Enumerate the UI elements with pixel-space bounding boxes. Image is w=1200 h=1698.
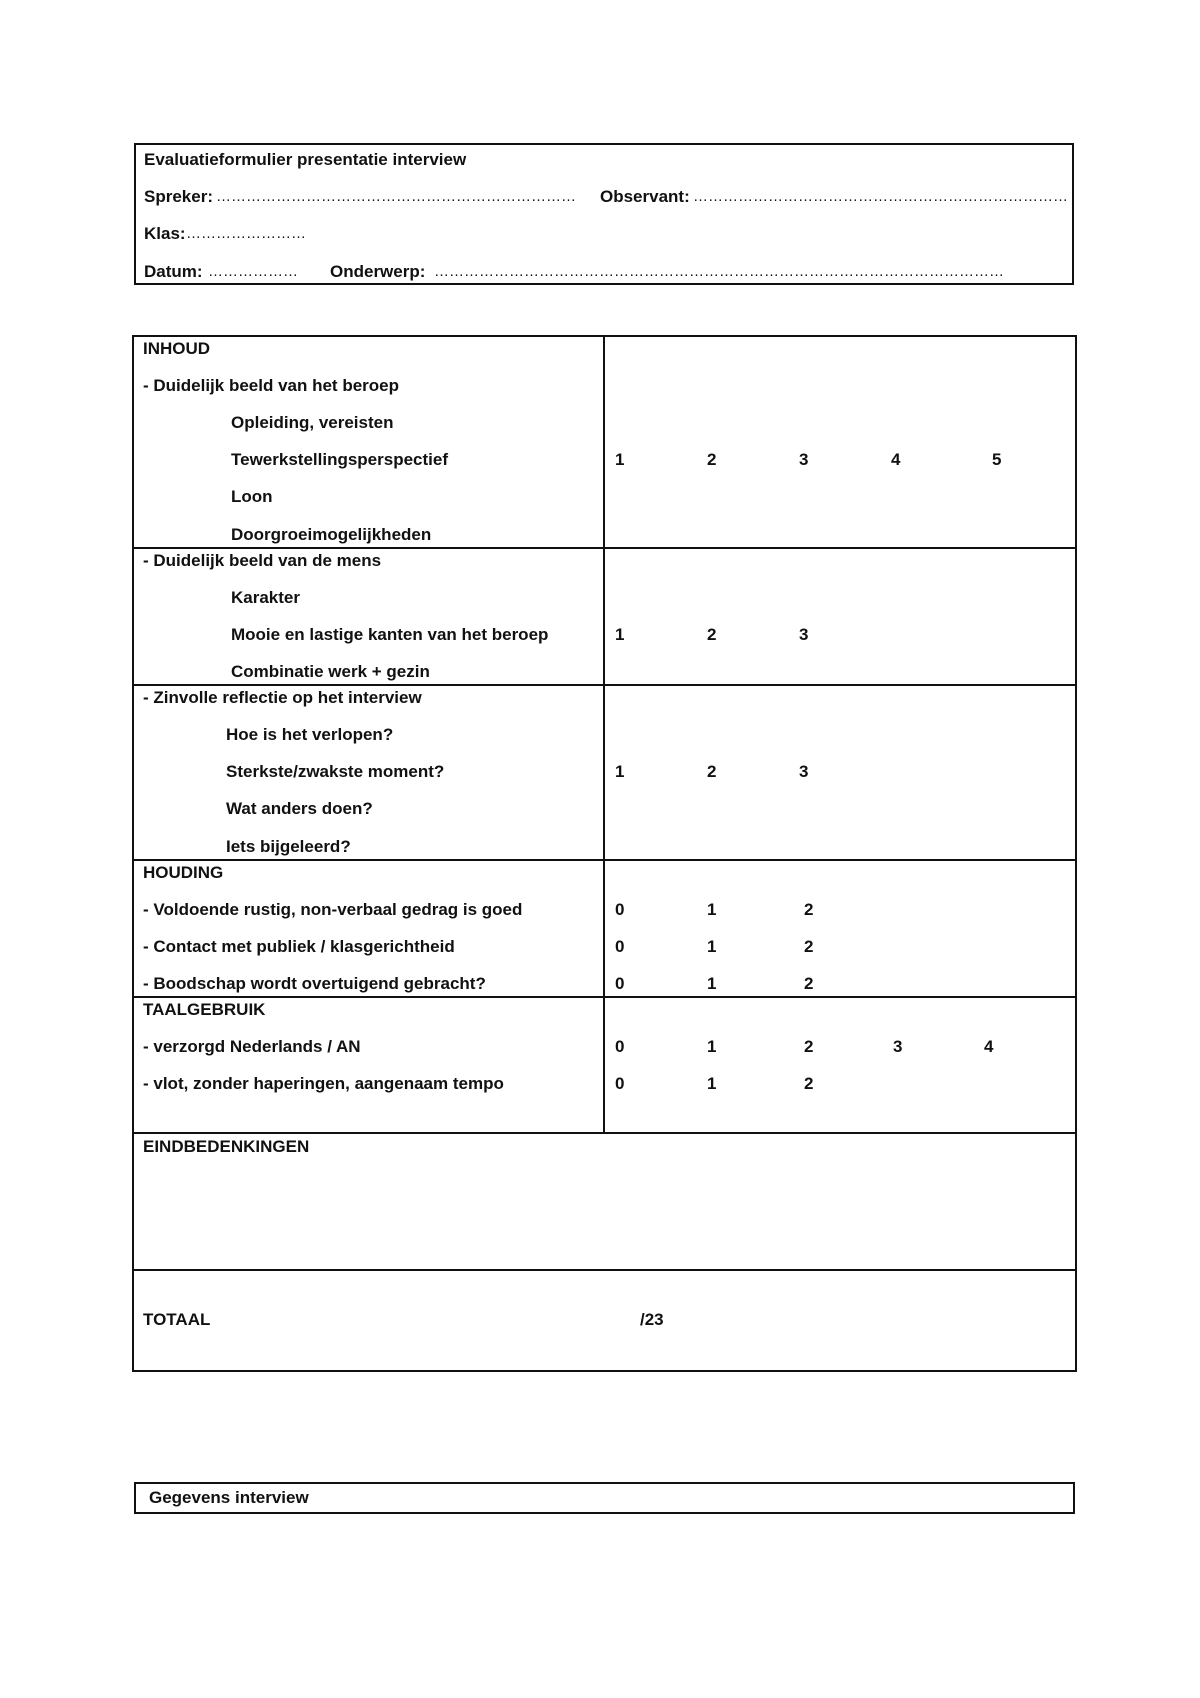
criterion-reflectie: - Zinvolle reflectie op het interview [143,688,422,707]
criterion-row: - vlot, zonder haperingen, aangenaam tempo [143,1074,504,1093]
score-option[interactable]: 2 [804,937,814,956]
score-option[interactable]: 2 [804,900,814,919]
score-option[interactable]: 0 [615,1037,625,1056]
spreker-field[interactable]: ……………………………………………………………… [216,188,576,205]
row-divider [132,1269,1077,1271]
onderwerp-field[interactable]: …………………………………………………………………………………………………… [434,263,1004,280]
score-option[interactable]: 1 [707,1037,717,1056]
score-option[interactable]: 0 [615,1074,625,1093]
table-border-bottom [132,1370,1077,1372]
totaal-score[interactable]: /23 [640,1310,664,1329]
subitem: Tewerkstellingsperspectief [231,450,448,469]
criterion-row: - Voldoende rustig, non-verbaal gedrag is goed [143,900,523,919]
score-option[interactable]: 0 [615,974,625,993]
score-option[interactable]: 1 [707,974,717,993]
criterion-beroep: - Duidelijk beeld van het beroep [143,376,399,395]
subitem: Iets bijgeleerd? [226,837,351,856]
score-option[interactable]: 2 [707,450,717,469]
subitem: Mooie en lastige kanten van het beroep [231,625,549,644]
score-option[interactable]: 0 [615,900,625,919]
score-option[interactable]: 3 [799,762,809,781]
score-option[interactable]: 1 [615,450,625,469]
subitem: Doorgroeimogelijkheden [231,525,432,544]
totaal-label: TOTAAL [143,1310,211,1329]
score-option[interactable]: 2 [804,1037,814,1056]
section-heading-inhoud: INHOUD [143,339,211,358]
score-option[interactable]: 3 [893,1037,903,1056]
column-divider [603,335,605,1134]
score-option[interactable]: 2 [804,974,814,993]
table-border-right [1075,335,1077,1372]
score-option[interactable]: 2 [707,625,717,644]
observant-field[interactable]: ………………………………………………………………… [693,188,1068,205]
onderwerp-label: Onderwerp: [330,262,426,281]
table-border-left [132,335,134,1372]
subitem: Loon [231,487,273,506]
score-option[interactable]: 2 [707,762,717,781]
criterion-row: - Contact met publiek / klasgerichtheid [143,937,455,956]
section-heading-eindbedenkingen: EINDBEDENKINGEN [143,1137,310,1156]
score-option[interactable]: 4 [984,1037,994,1056]
score-option[interactable]: 4 [891,450,901,469]
gegevens-interview-title: Gegevens interview [149,1488,309,1507]
criterion-mens: - Duidelijk beeld van de mens [143,551,382,570]
form-title: Evaluatieformulier presentatie interview [144,150,467,169]
datum-label: Datum: [144,262,203,281]
subitem: Combinatie werk + gezin [231,662,430,681]
datum-field[interactable]: ……………… [208,263,298,280]
score-option[interactable]: 5 [992,450,1002,469]
score-option[interactable]: 1 [707,900,717,919]
score-option[interactable]: 2 [804,1074,814,1093]
observant-label: Observant: [600,187,690,206]
subitem: Opleiding, vereisten [231,413,394,432]
score-option[interactable]: 1 [707,937,717,956]
subitem: Hoe is het verlopen? [226,725,394,744]
criterion-row: - Boodschap wordt overtuigend gebracht? [143,974,486,993]
criterion-row: - verzorgd Nederlands / AN [143,1037,361,1056]
klas-field[interactable]: …………………… [186,225,306,242]
score-option[interactable]: 0 [615,937,625,956]
subitem: Wat anders doen? [226,799,373,818]
score-option[interactable]: 1 [615,625,625,644]
eindbedenkingen-notes-area[interactable] [143,1162,1068,1262]
section-heading-taalgebruik: TAALGEBRUIK [143,1000,266,1019]
klas-label: Klas: [144,224,186,243]
spreker-label: Spreker: [144,187,213,206]
subitem: Sterkste/zwakste moment? [226,762,445,781]
score-option[interactable]: 3 [799,625,809,644]
score-option[interactable]: 3 [799,450,809,469]
section-heading-houding: HOUDING [143,863,224,882]
subitem: Karakter [231,588,300,607]
score-option[interactable]: 1 [615,762,625,781]
score-option[interactable]: 1 [707,1074,717,1093]
